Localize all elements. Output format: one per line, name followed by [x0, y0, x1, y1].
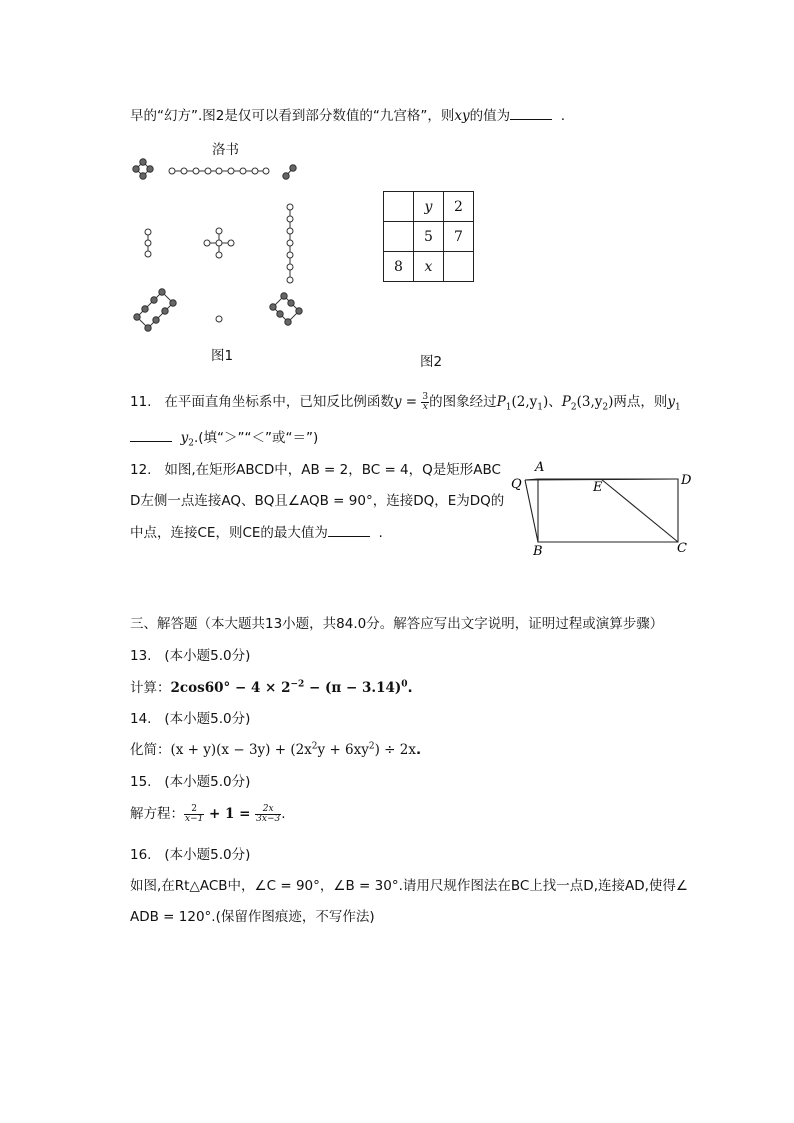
- q12-line3-text: 中点，连接CE，则CE的最大值为: [130, 525, 328, 541]
- q12-line1: [130, 458, 501, 478]
- q15-mid: + 1 =: [204, 806, 256, 822]
- q13-number: 13.: [130, 648, 152, 664]
- fig2-caption: 图2: [420, 354, 443, 370]
- q13-expr-a: 2cos60° − 4 × 2: [170, 680, 291, 696]
- q11-p2-close: ): [608, 394, 614, 410]
- q11-line2-sub: 2: [188, 438, 194, 449]
- grid-cell: 2: [444, 192, 474, 222]
- q15-f2-num: 2x: [255, 805, 281, 815]
- q11-fraction: [421, 393, 429, 412]
- q13-score: (本小题5.0分): [164, 648, 251, 664]
- grid-cell: 5: [414, 222, 444, 252]
- q10-text-b: 的值为: [469, 108, 511, 124]
- q16-header: [130, 843, 250, 863]
- q11-answer-blank[interactable]: [130, 429, 172, 442]
- q11-p1-ysub: 1: [537, 402, 543, 413]
- q16-line1: 如图,在Rt△ACB中，∠C = 90°，∠B = 30°.请用尺规作图法在BC上找一点D,连接AD,使得∠: [130, 878, 689, 894]
- q13-tail: .: [407, 680, 413, 696]
- q14-expr-c: ) ÷ 2x: [374, 742, 416, 758]
- label-a: A: [535, 460, 545, 475]
- grid-cell: [384, 222, 414, 252]
- fig1-title: 洛书: [212, 142, 239, 158]
- q11-p1-sub: 1: [505, 402, 512, 413]
- q11-sep: 、: [548, 394, 562, 410]
- label-c: C: [677, 541, 687, 556]
- q15-header: [130, 770, 250, 790]
- q11-text-b: 的图象经过: [429, 394, 497, 410]
- q16-number: 16.: [130, 847, 152, 863]
- q10-text: [130, 104, 565, 124]
- q14-exp2: 2: [368, 741, 375, 752]
- grid-cell: 7: [444, 222, 474, 252]
- q15-f2-den: 3x−3: [256, 813, 281, 824]
- label-e: E: [593, 480, 603, 495]
- q10-tail: .: [560, 108, 565, 124]
- q11-line2-y: y: [180, 430, 189, 446]
- q10-text-a: 早的“幻方”.图2是仅可以看到部分数值的“九宫格”，则: [130, 108, 455, 124]
- grid-cell: 8: [384, 252, 414, 282]
- q15-fraction-2: [255, 805, 281, 824]
- q11-p2-coords: (3,y: [576, 394, 603, 410]
- q11-func-eq: =: [401, 394, 422, 410]
- q11-p2: P: [561, 394, 571, 410]
- q12-answer-blank[interactable]: [328, 524, 370, 537]
- grid-cell: y: [414, 192, 444, 222]
- q11-p2-ysub: 2: [602, 402, 609, 413]
- q11-text-c: 两点，则: [613, 394, 668, 410]
- q14-body: [130, 738, 421, 758]
- q12-rectangle-figure: [505, 455, 705, 560]
- q11-number: 11.: [130, 394, 152, 410]
- q15-number: 15.: [130, 774, 152, 790]
- q11-p1: P: [496, 394, 506, 410]
- q12-number: 12.: [130, 462, 152, 478]
- q16-score: (本小题5.0分): [164, 847, 251, 863]
- q14-exp1: 2: [311, 741, 318, 752]
- q15-f1-num: 2: [184, 805, 204, 815]
- q13-exp2: 0: [401, 679, 408, 690]
- q11-line1: [130, 390, 681, 413]
- grid-cell: [384, 192, 414, 222]
- q14-tail: .: [416, 742, 422, 758]
- q11-line2: [130, 426, 318, 449]
- q15-score: (本小题5.0分): [164, 774, 251, 790]
- segment-ce: [601, 479, 678, 542]
- q13-body: [130, 676, 413, 696]
- q12-tail: .: [378, 525, 383, 541]
- q11-frac-num: 3: [422, 391, 429, 402]
- section3-heading: 三、解答题（本大题共13小题，共84.0分。解答应写出文字说明，证明过程或演算步骤）: [130, 616, 664, 632]
- grid-cell: [444, 252, 474, 282]
- q13-exp1: −2: [290, 679, 305, 690]
- q11-p2-sub: 2: [570, 402, 577, 413]
- label-d: D: [681, 473, 692, 488]
- label-b: B: [533, 544, 543, 559]
- segment-bq: [525, 480, 538, 542]
- q10-var-xy: xy: [454, 108, 470, 124]
- q13-expr-b: − (π − 3.14): [304, 680, 402, 696]
- fig1-caption: 图1: [211, 348, 234, 364]
- rectangle-abcd: [538, 479, 678, 542]
- q14-prefix: 化简：: [130, 742, 171, 758]
- q12-line2: D左侧一点连接AQ、BQ且∠AQB = 90°，连接DQ，E为DQ的: [130, 493, 505, 509]
- q11-p1-close: ): [542, 394, 549, 410]
- q14-header: [130, 707, 250, 727]
- q16-line2: ADB = 120°.(保留作图痕迹，不写作法): [130, 909, 375, 925]
- q15-tail: .: [281, 806, 286, 822]
- q12-line3: [130, 521, 383, 541]
- q14-expr-b: y + 6xy: [317, 742, 369, 758]
- q11-frac-den: x: [422, 401, 428, 412]
- q15-prefix: 解方程：: [130, 806, 184, 822]
- q14-score: (本小题5.0分): [164, 711, 251, 727]
- q13-prefix: 计算：: [130, 680, 171, 696]
- q11-line2-text: .(填“＞”“＜”或“＝”): [193, 430, 319, 446]
- q12-line1-text: 如图,在矩形ABCD中，AB = 2，BC = 4，Q是矩形ABC: [164, 462, 501, 478]
- q11-text-a: 在平面直角坐标系中，已知反比例函数: [164, 394, 394, 410]
- grid-cell: x: [414, 252, 444, 282]
- q15-f1-den: x−1: [185, 813, 204, 824]
- q13-header: [130, 644, 250, 664]
- q11-y-sub: 1: [675, 402, 681, 413]
- q15-body: [130, 802, 286, 824]
- q15-fraction-1: [184, 805, 204, 824]
- label-q: Q: [511, 477, 522, 492]
- luoshu-figure: [130, 152, 310, 342]
- magic-square-grid: [383, 191, 474, 282]
- q14-expr-a: (x + y)(x − 3y) + (2x: [170, 742, 312, 758]
- q11-y: y: [667, 394, 676, 410]
- q10-answer-blank[interactable]: [510, 107, 552, 120]
- q11-func-lhs: y: [393, 394, 402, 410]
- q11-p1-coords: (2,y: [511, 394, 538, 410]
- q14-number: 14.: [130, 711, 152, 727]
